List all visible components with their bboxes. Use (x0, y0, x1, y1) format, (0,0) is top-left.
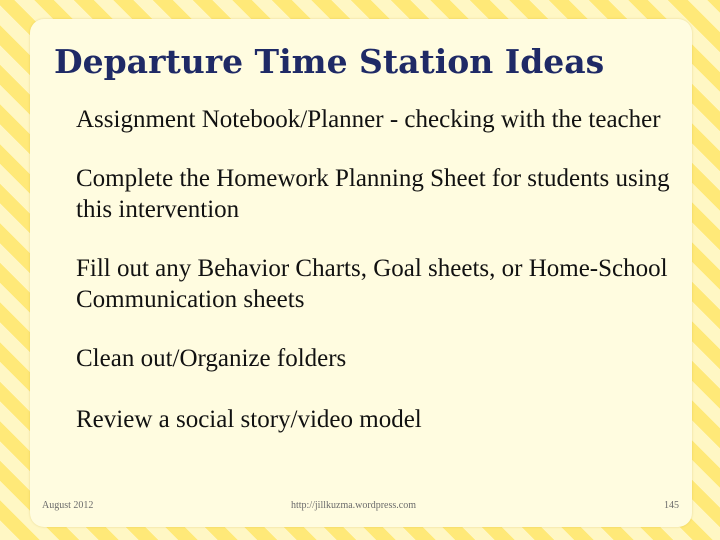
bullet-text: Review a social story/video model (76, 406, 422, 433)
bullet-item-behavior-charts (58, 253, 678, 315)
bullet-list (58, 104, 678, 435)
footer-page-number: 145 (664, 500, 679, 511)
footer-date: August 2012 (42, 500, 94, 511)
footer-url: http://jillkuzma.wordpress.com (291, 500, 416, 511)
slide-title: Departure Time Station Ideas (54, 42, 605, 81)
bullet-item-assignment-notebook (58, 104, 678, 135)
bullet-item-organize-folders (58, 343, 678, 374)
bullet-text: Clean out/Organize folders (76, 345, 347, 372)
bullet-text: Complete the Homework Planning Sheet for students using this intervention (76, 165, 670, 223)
bullet-text: Assignment Notebook/Planner - checking with the teacher (76, 106, 661, 133)
bullet-item-social-story (58, 404, 678, 435)
bullet-text: Fill out any Behavior Charts, Goal sheets, or Home-School Communication sheets (76, 255, 668, 313)
bullet-item-homework-planning (58, 163, 678, 225)
